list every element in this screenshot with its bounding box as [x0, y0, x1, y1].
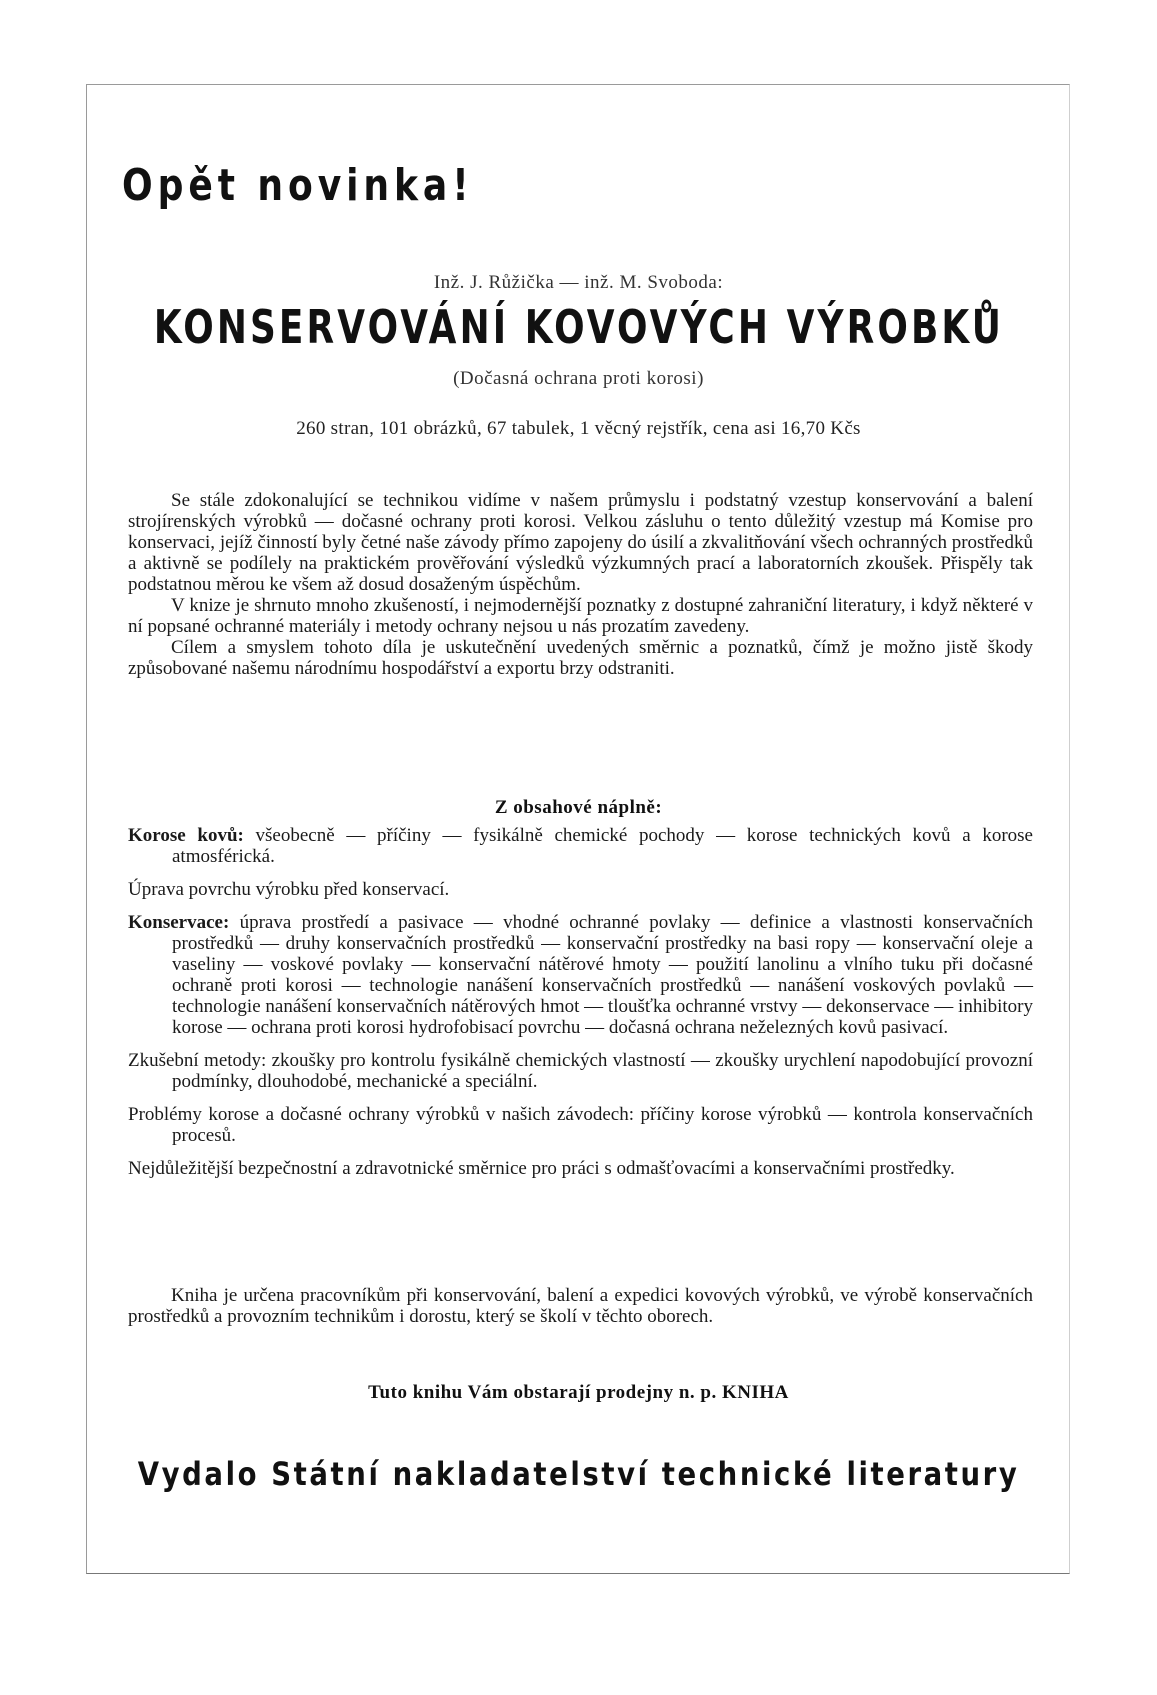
- contents-item-text: Problémy korose a dočasné ochrany výrobků v našich závodech: příčiny korose výrobků — kontrola konservačních procesů.: [128, 1104, 1033, 1146]
- contents-item: [128, 912, 1033, 1038]
- contents-item-text: Nejdůležitější bezpečnostní a zdravotnické směrnice pro práci s odmašťovacími a konservačními prostředky.: [128, 1158, 955, 1179]
- book-authors: Inž. J. Růžička — inž. M. Svoboda:: [433, 272, 724, 293]
- contents-item-label: Korose kovů:: [128, 825, 244, 846]
- availability-note: Tuto knihu Vám obstarají prodejny n. p. KNIHA: [368, 1382, 789, 1403]
- contents-item: [128, 1104, 1033, 1146]
- contents-item: [128, 1050, 1033, 1092]
- book-subtitle: (Dočasná ochrana proti korosi): [453, 368, 704, 389]
- closing-paragraph: Kniha je určena pracovníkům při konservování, balení a expedici kovových výrobků, ve výrobě konservačních prostředků a provozním technikům i dorostu, který se školí v těchto oborech.: [128, 1285, 1033, 1327]
- book-title: [0, 300, 1157, 354]
- publisher-text: Vydalo Státní nakladatelství technické literatury: [137, 1455, 1020, 1493]
- intro-paragraph: Cílem a smyslem tohoto díla je uskutečnění uvedených směrnic a poznatků, čímž je možno jistě škody způsobované našemu národnímu hospodářství a exportu brzy odstraniti.: [128, 637, 1033, 679]
- contents-item-text: všeobecně — příčiny — fysikálně chemické pochody — korose technických kovů a korose atmosférická.: [172, 825, 1033, 867]
- contents-item-label: Konservace:: [128, 912, 230, 933]
- contents-heading: Z obsahové náplně:: [494, 797, 663, 818]
- contents-item-text: Úprava povrchu výrobku před konservací.: [128, 879, 450, 900]
- intro-paragraph: V knize je shrnuto mnoho zkušeností, i nejmodernější poznatky z dostupné zahraniční literatury, i když některé v ní popsané ochranné materiály i metody ochrany nejsou u nás prozatím zavedeny.: [128, 595, 1033, 637]
- contents-item: [128, 879, 1033, 900]
- publisher-line: [0, 1455, 1157, 1493]
- closing-text: [128, 1285, 1033, 1327]
- contents-item-text: Zkušební metody: zkoušky pro kontrolu fysikálně chemických vlastností — zkoušky urychlení napodobující provozní podmínky, dlouhodobé, mechanické a speciální.: [128, 1050, 1033, 1092]
- book-title-text: KONSERVOVÁNÍ KOVOVÝCH VÝROBKŮ: [153, 300, 1004, 354]
- contents-item: [128, 1158, 1033, 1179]
- intro-text: [128, 490, 1033, 679]
- contents-item: [128, 825, 1033, 867]
- intro-paragraph: Se stále zdokonalující se technikou vidíme v našem průmyslu i podstatný vzestup konservování a balení strojírenských výrobků — dočasné ochrany proti korosi. Velkou zásluhu o tento důležitý vzestup má Komise pro konservaci, jejíž činností byly četné naše závody přímo zapojeny do úsilí a zkvalitňování všech ochranných prostředků a aktivně se podílely na praktickém prověřování výsledků výzkumných prací a laboratorních zkoušek. Přispěly tak podstatnou měrou ke všem až dosud dosaženým úspěchům.: [128, 490, 1033, 595]
- book-info: 260 stran, 101 obrázků, 67 tabulek, 1 věcný rejstřík, cena asi 16,70 Kčs: [296, 418, 861, 439]
- contents-list: [128, 825, 1033, 1191]
- headline: Opět novinka!: [122, 160, 474, 211]
- contents-item-text: úprava prostředí a pasivace — vhodné ochranné povlaky — definice a vlastnosti konservačních prostředků — druhy konservačních prostředků — konservační prostředky na basi ropy — konservační oleje a vaseliny — voskové povlaky — konservační nátěrové hmoty — použití lanolinu a vlního tuku při dočasné ochraně proti korosi — technologie nanášení konservačních prostředků — nanášení voskových povlaků — technologie nanášení konservačních nátěrových hmot — tloušťka ochranné vrstvy — dekonservace — inhibitory korose — ochrana proti korosi hydrofobisací povrchu — dočasná ochrana neželezných kovů pasivací.: [172, 912, 1033, 1038]
